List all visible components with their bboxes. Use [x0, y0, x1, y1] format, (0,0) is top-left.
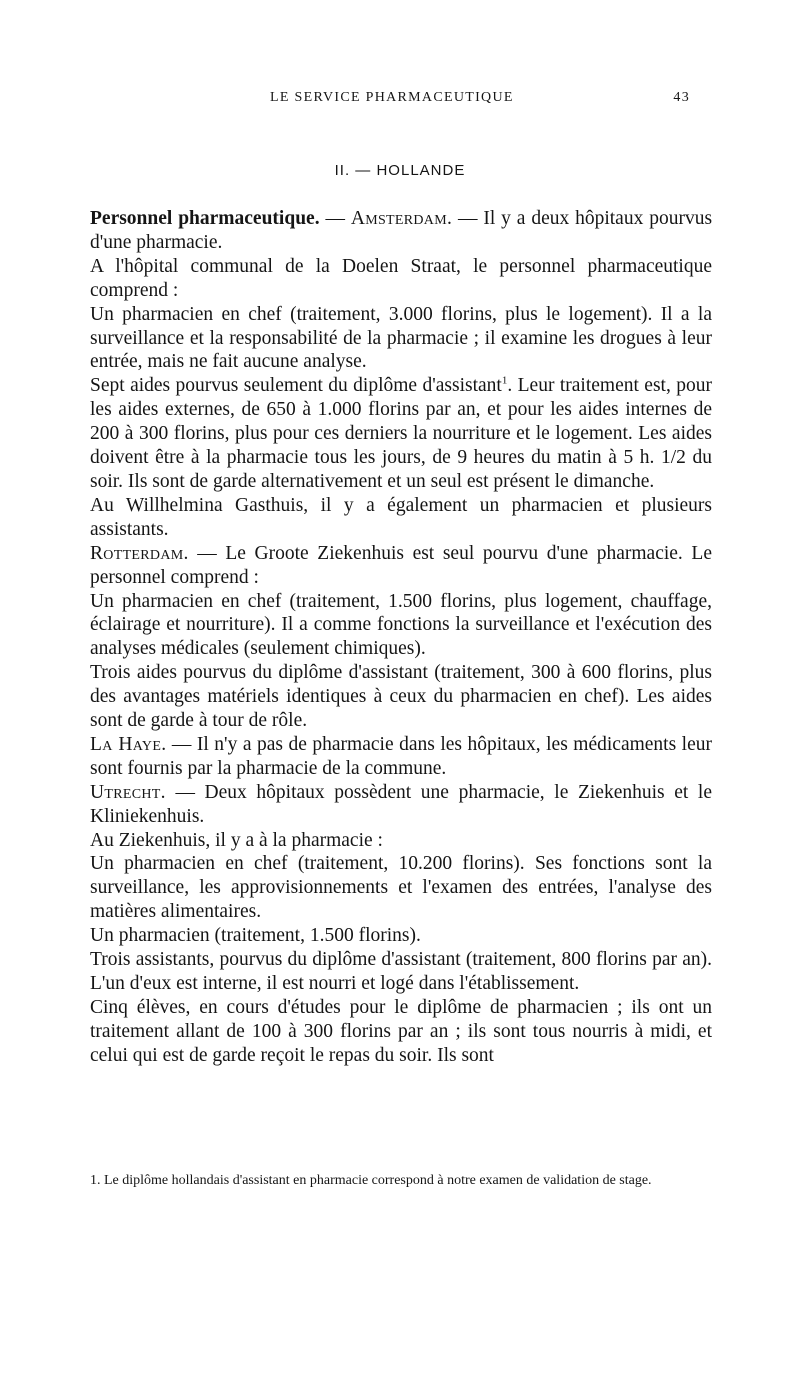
paragraph [90, 781, 712, 829]
paragraph [90, 542, 712, 590]
paragraph [90, 374, 712, 494]
paragraph: Trois aides pourvus du diplôme d'assistant (traitement, 300 à 600 florins, plus des avantages matériels identiques à ceux du pharmacien en chef). Les aides sont de garde à tour de rôle. [90, 662, 712, 732]
section-heading: II. — HOLLANDE [334, 162, 466, 179]
paragraph: A l'hôpital communal de la Doelen Straat, le personnel pharmaceutique comprend : [90, 255, 712, 301]
paragraph: Un pharmacien en chef (traitement, 3.000 florins, plus le logement). Il a la surveillance et la responsabilité de la pharmacie ; il examine les drogues à leur entrée, mais ne fait aucune analyse. [90, 303, 712, 373]
city-name: Amsterdam. [350, 208, 453, 229]
paragraph-text: Sept aides pourvus seulement du diplôme d'assistant [90, 375, 502, 397]
running-title: LE SERVICE PHARMACEUTIQUE [270, 90, 514, 105]
city-name: La Haye. [90, 733, 167, 755]
paragraph: Personnel pharmaceutique. — Amsterdam. — Il y a deux hôpitaux pourvus d'une pharmacie. [90, 208, 713, 253]
page-number: 43 [673, 90, 690, 105]
paragraph-text: — Le Groote Ziekenhuis est seul pourvu d'une pharmacie. Le personnel comprend : [90, 542, 712, 588]
footnote-marker: 1. [90, 1173, 101, 1188]
footnote-text: Le diplôme hollandais d'assistant en pharmacie correspond à notre examen de validation de stage. [104, 1173, 652, 1188]
paragraph: Un pharmacien en chef (traitement, 1.500 florins, plus logement, chauffage, éclairage et nourriture). Il a comme fonctions la surveillance et l'exécution des analyses médicales (seulement chimiques). [90, 590, 712, 660]
paragraph [90, 733, 712, 781]
paragraph: Cinq élèves, en cours d'études pour le diplôme de pharmacien ; ils ont un traitement allant de 100 à 300 florins par an ; ils sont tous nourris à midi, et celui qui est de garde reçoit le repas du soir. Ils sont [90, 996, 712, 1066]
footnote [90, 1171, 712, 1190]
city-name: Utrecht. [90, 781, 166, 803]
paragraph-text: Il y a deux hôpitaux pourvus d'une pharmacie. [90, 208, 713, 253]
paragraph-text: . Leur traitement est, pour les aides externes, de 650 à 1.000 florins par an, et pour les aides internes de 200 à 300 florins, plus pour ces derniers la nourriture et le logement. Les aides doivent être à la pharmacie tous les jours, de 9 heures du matin à 5 h. 1/2 du soir. Ils sont de garde alternativement et un seul est présent le dimanche. [90, 375, 712, 492]
body-text [90, 207, 712, 1068]
paragraph: Un pharmacien (traitement, 1.500 florins). [90, 925, 421, 947]
paragraph: Trois assistants, pourvus du diplôme d'assistant (traitement, 800 florins par an). L'un d'eux est interne, il est nourri et logé dans l'établissement. [90, 949, 712, 994]
paragraph-lead: Personnel pharmaceutique. [90, 208, 320, 229]
paragraph: Un pharmacien en chef (traitement, 10.200 florins). Ses fonctions sont la surveillance, les approvisionnements et l'examen des entrées, l'analyse des matières alimentaires. [90, 853, 712, 923]
paragraph-text: — Il n'y a pas de pharmacie dans les hôpitaux, les médicaments leur sont fournis par la pharmacie de la commune. [90, 733, 712, 779]
paragraph: Au Ziekenhuis, il y a à la pharmacie : [90, 829, 383, 851]
paragraph-text: — Deux hôpitaux possèdent une pharmacie, le Ziekenhuis et le Kliniekenhuis. [90, 781, 712, 827]
paragraph: Au Willhelmina Gasthuis, il y a également un pharmacien et plusieurs assistants. [90, 494, 712, 540]
city-name: Rotterdam. [90, 542, 189, 564]
footnote-reference: 1 [501, 374, 508, 387]
footnotes [90, 1171, 712, 1190]
